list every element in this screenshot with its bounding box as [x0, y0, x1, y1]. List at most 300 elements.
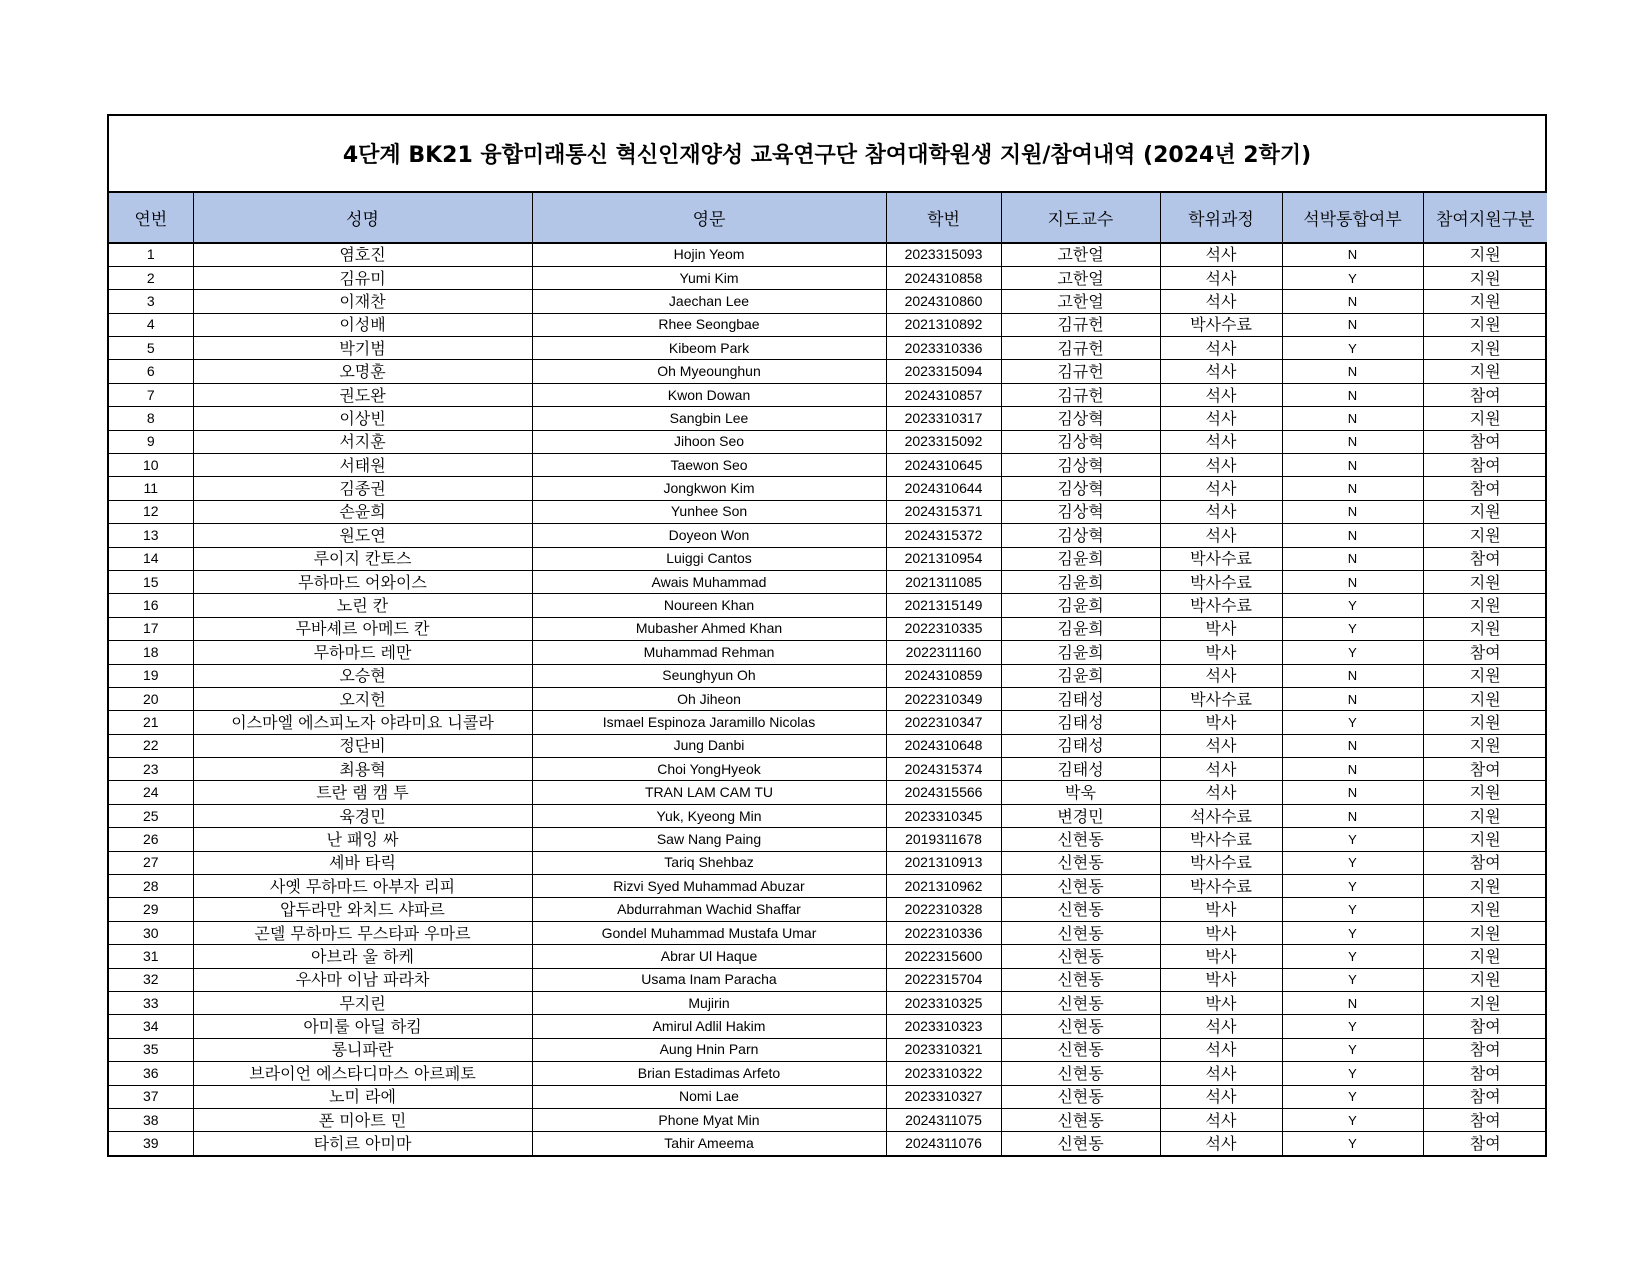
cell-advisor: 김윤희 — [1001, 547, 1160, 570]
cell-degree: 박사 — [1160, 641, 1282, 664]
cell-advisor: 신현동 — [1001, 968, 1160, 991]
cell-advisor: 신현동 — [1001, 1038, 1160, 1061]
cell-student-id: 2022310349 — [886, 687, 1001, 710]
table-row — [109, 1038, 1547, 1061]
cell-integrated: N — [1282, 500, 1423, 523]
cell-no: 18 — [109, 641, 193, 664]
cell-degree: 박사수료 — [1160, 875, 1282, 898]
cell-support-type: 지원 — [1423, 945, 1547, 968]
cell-name: 아미룰 아딜 하킴 — [193, 1015, 532, 1038]
cell-support-type: 지원 — [1423, 500, 1547, 523]
cell-student-id: 2022315600 — [886, 945, 1001, 968]
cell-degree: 박사 — [1160, 617, 1282, 640]
cell-name: 최용혁 — [193, 758, 532, 781]
cell-support-type: 지원 — [1423, 921, 1547, 944]
header-cell-name: 성명 — [193, 193, 532, 243]
cell-support-type: 지원 — [1423, 711, 1547, 734]
cell-no: 16 — [109, 594, 193, 617]
cell-advisor: 고한얼 — [1001, 290, 1160, 313]
cell-student-id: 2023310327 — [886, 1085, 1001, 1108]
cell-student-id: 2023310321 — [886, 1038, 1001, 1061]
cell-student-id: 2022311160 — [886, 641, 1001, 664]
sheet-title: 4단계 BK21 융합미래통신 혁신인재양성 교육연구단 참여대학원생 지원/참여내역 (2024년 2학기) — [109, 116, 1545, 193]
table-row — [109, 337, 1547, 360]
cell-support-type: 지원 — [1423, 781, 1547, 804]
table-row — [109, 243, 1547, 266]
cell-student-id: 2024310857 — [886, 383, 1001, 406]
cell-support-type: 지원 — [1423, 968, 1547, 991]
cell-english-name: Abrar Ul Haque — [532, 945, 886, 968]
cell-degree: 석사 — [1160, 360, 1282, 383]
cell-english-name: TRAN LAM CAM TU — [532, 781, 886, 804]
table-row — [109, 1015, 1547, 1038]
cell-student-id: 2024310645 — [886, 454, 1001, 477]
cell-student-id: 2022310347 — [886, 711, 1001, 734]
cell-student-id: 2023310317 — [886, 407, 1001, 430]
cell-degree: 석사 — [1160, 664, 1282, 687]
cell-degree: 박사수료 — [1160, 687, 1282, 710]
cell-no: 2 — [109, 266, 193, 289]
cell-integrated: N — [1282, 687, 1423, 710]
cell-student-id: 2021311085 — [886, 570, 1001, 593]
cell-degree: 박사 — [1160, 968, 1282, 991]
cell-student-id: 2021310892 — [886, 313, 1001, 336]
cell-support-type: 지원 — [1423, 734, 1547, 757]
cell-support-type: 지원 — [1423, 664, 1547, 687]
cell-advisor: 신현동 — [1001, 875, 1160, 898]
cell-no: 27 — [109, 851, 193, 874]
cell-no: 12 — [109, 500, 193, 523]
cell-support-type: 참여 — [1423, 430, 1547, 453]
cell-support-type: 참여 — [1423, 1132, 1547, 1155]
cell-integrated: N — [1282, 570, 1423, 593]
cell-english-name: Saw Nang Paing — [532, 828, 886, 851]
cell-name: 트란 램 캠 투 — [193, 781, 532, 804]
cell-english-name: Sangbin Lee — [532, 407, 886, 430]
cell-advisor: 김상혁 — [1001, 477, 1160, 500]
cell-name: 이재찬 — [193, 290, 532, 313]
cell-degree: 석사 — [1160, 430, 1282, 453]
table-row — [109, 570, 1547, 593]
cell-english-name: Yuk, Kyeong Min — [532, 804, 886, 827]
header-cell-no: 연번 — [109, 193, 193, 243]
cell-advisor: 신현동 — [1001, 992, 1160, 1015]
cell-english-name: Yunhee Son — [532, 500, 886, 523]
cell-no: 6 — [109, 360, 193, 383]
cell-integrated: Y — [1282, 594, 1423, 617]
cell-support-type: 지원 — [1423, 804, 1547, 827]
cell-advisor: 김상혁 — [1001, 407, 1160, 430]
cell-no: 3 — [109, 290, 193, 313]
table-row — [109, 430, 1547, 453]
cell-support-type: 참여 — [1423, 477, 1547, 500]
cell-advisor: 고한얼 — [1001, 243, 1160, 266]
table-row — [109, 898, 1547, 921]
cell-advisor: 박욱 — [1001, 781, 1160, 804]
cell-integrated: Y — [1282, 1108, 1423, 1131]
students-table — [109, 193, 1547, 1155]
cell-english-name: Tahir Ameema — [532, 1132, 886, 1155]
cell-integrated: N — [1282, 524, 1423, 547]
table-row — [109, 524, 1547, 547]
table-row — [109, 851, 1547, 874]
cell-degree: 석사 — [1160, 758, 1282, 781]
cell-integrated: N — [1282, 360, 1423, 383]
cell-student-id: 2024311075 — [886, 1108, 1001, 1131]
cell-no: 36 — [109, 1062, 193, 1085]
cell-english-name: Gondel Muhammad Mustafa Umar — [532, 921, 886, 944]
cell-student-id: 2023310322 — [886, 1062, 1001, 1085]
cell-name: 오지헌 — [193, 687, 532, 710]
cell-student-id: 2024310858 — [886, 266, 1001, 289]
cell-english-name: Oh Myeounghun — [532, 360, 886, 383]
cell-no: 10 — [109, 454, 193, 477]
cell-integrated: Y — [1282, 1085, 1423, 1108]
cell-advisor: 신현동 — [1001, 851, 1160, 874]
table-row — [109, 1085, 1547, 1108]
cell-integrated: N — [1282, 454, 1423, 477]
cell-name: 이스마엘 에스피노자 야라미요 니콜라 — [193, 711, 532, 734]
cell-support-type: 참여 — [1423, 1038, 1547, 1061]
cell-degree: 석사 — [1160, 781, 1282, 804]
cell-advisor: 신현동 — [1001, 1132, 1160, 1155]
cell-english-name: Phone Myat Min — [532, 1108, 886, 1131]
cell-support-type: 참여 — [1423, 547, 1547, 570]
cell-english-name: Mubasher Ahmed Khan — [532, 617, 886, 640]
cell-advisor: 김태성 — [1001, 687, 1160, 710]
cell-advisor: 김상혁 — [1001, 430, 1160, 453]
cell-english-name: Yumi Kim — [532, 266, 886, 289]
cell-name: 곤델 무하마드 무스타파 우마르 — [193, 921, 532, 944]
cell-integrated: Y — [1282, 898, 1423, 921]
cell-name: 무지린 — [193, 992, 532, 1015]
cell-name: 브라이언 에스타디마스 아르페토 — [193, 1062, 532, 1085]
cell-degree: 박사수료 — [1160, 570, 1282, 593]
cell-name: 염호진 — [193, 243, 532, 266]
cell-student-id: 2023310345 — [886, 804, 1001, 827]
table-row — [109, 500, 1547, 523]
cell-integrated: Y — [1282, 1038, 1423, 1061]
cell-advisor: 김태성 — [1001, 711, 1160, 734]
cell-name: 김종권 — [193, 477, 532, 500]
cell-name: 육경민 — [193, 804, 532, 827]
cell-no: 1 — [109, 243, 193, 266]
cell-name: 무하마드 어와이스 — [193, 570, 532, 593]
table-row — [109, 266, 1547, 289]
cell-advisor: 김상혁 — [1001, 500, 1160, 523]
cell-support-type: 참여 — [1423, 1062, 1547, 1085]
cell-english-name: Jongkwon Kim — [532, 477, 886, 500]
cell-student-id: 2021310913 — [886, 851, 1001, 874]
cell-degree: 석사 — [1160, 1132, 1282, 1155]
cell-integrated: N — [1282, 383, 1423, 406]
table-row — [109, 454, 1547, 477]
cell-degree: 박사수료 — [1160, 828, 1282, 851]
cell-support-type: 지원 — [1423, 594, 1547, 617]
cell-advisor: 신현동 — [1001, 1015, 1160, 1038]
cell-support-type: 지원 — [1423, 337, 1547, 360]
cell-advisor: 김규헌 — [1001, 360, 1160, 383]
cell-advisor: 고한얼 — [1001, 266, 1160, 289]
cell-name: 우사마 이남 파라차 — [193, 968, 532, 991]
cell-name: 이상빈 — [193, 407, 532, 430]
cell-support-type: 지원 — [1423, 360, 1547, 383]
cell-english-name: Rizvi Syed Muhammad Abuzar — [532, 875, 886, 898]
cell-no: 21 — [109, 711, 193, 734]
cell-support-type: 지원 — [1423, 875, 1547, 898]
cell-no: 32 — [109, 968, 193, 991]
cell-advisor: 신현동 — [1001, 1085, 1160, 1108]
table-row — [109, 921, 1547, 944]
cell-no: 25 — [109, 804, 193, 827]
table-row — [109, 687, 1547, 710]
table-row — [109, 758, 1547, 781]
cell-degree: 박사 — [1160, 992, 1282, 1015]
table-row — [109, 875, 1547, 898]
cell-student-id: 2024315372 — [886, 524, 1001, 547]
cell-student-id: 2022310335 — [886, 617, 1001, 640]
cell-no: 30 — [109, 921, 193, 944]
cell-english-name: Jihoon Seo — [532, 430, 886, 453]
table-row — [109, 945, 1547, 968]
cell-no: 7 — [109, 383, 193, 406]
table-row — [109, 781, 1547, 804]
cell-no: 11 — [109, 477, 193, 500]
cell-support-type: 지원 — [1423, 828, 1547, 851]
cell-no: 37 — [109, 1085, 193, 1108]
table-row — [109, 1062, 1547, 1085]
cell-integrated: N — [1282, 804, 1423, 827]
table-row — [109, 617, 1547, 640]
cell-student-id: 2021315149 — [886, 594, 1001, 617]
cell-english-name: Oh Jiheon — [532, 687, 886, 710]
table-row — [109, 477, 1547, 500]
cell-student-id: 2023310336 — [886, 337, 1001, 360]
table-row — [109, 360, 1547, 383]
cell-english-name: Muhammad Rehman — [532, 641, 886, 664]
cell-name: 사옛 무하마드 아부자 리피 — [193, 875, 532, 898]
cell-english-name: Abdurrahman Wachid Shaffar — [532, 898, 886, 921]
cell-no: 8 — [109, 407, 193, 430]
cell-english-name: Seunghyun Oh — [532, 664, 886, 687]
cell-advisor: 김상혁 — [1001, 524, 1160, 547]
cell-english-name: Jung Danbi — [532, 734, 886, 757]
cell-advisor: 신현동 — [1001, 828, 1160, 851]
cell-student-id: 2022310328 — [886, 898, 1001, 921]
cell-integrated: Y — [1282, 945, 1423, 968]
cell-integrated: N — [1282, 547, 1423, 570]
cell-student-id: 2024310860 — [886, 290, 1001, 313]
cell-integrated: Y — [1282, 711, 1423, 734]
cell-name: 노린 칸 — [193, 594, 532, 617]
cell-student-id: 2024315374 — [886, 758, 1001, 781]
cell-advisor: 김태성 — [1001, 734, 1160, 757]
cell-name: 타히르 아미마 — [193, 1132, 532, 1155]
cell-student-id: 2023310325 — [886, 992, 1001, 1015]
cell-advisor: 신현동 — [1001, 945, 1160, 968]
cell-no: 31 — [109, 945, 193, 968]
cell-degree: 석사 — [1160, 290, 1282, 313]
cell-name: 아브라 울 하케 — [193, 945, 532, 968]
cell-advisor: 신현동 — [1001, 1108, 1160, 1131]
cell-english-name: Awais Muhammad — [532, 570, 886, 593]
cell-english-name: Amirul Adlil Hakim — [532, 1015, 886, 1038]
cell-student-id: 2024315566 — [886, 781, 1001, 804]
cell-no: 13 — [109, 524, 193, 547]
cell-student-id: 2024310648 — [886, 734, 1001, 757]
cell-support-type: 지원 — [1423, 407, 1547, 430]
cell-advisor: 김규헌 — [1001, 383, 1160, 406]
cell-no: 22 — [109, 734, 193, 757]
cell-student-id: 2021310954 — [886, 547, 1001, 570]
cell-degree: 석사 — [1160, 477, 1282, 500]
table-row — [109, 804, 1547, 827]
cell-name: 김유미 — [193, 266, 532, 289]
cell-integrated: Y — [1282, 1132, 1423, 1155]
cell-degree: 석사 — [1160, 337, 1282, 360]
header-row — [109, 193, 1547, 243]
cell-name: 서태원 — [193, 454, 532, 477]
cell-integrated: N — [1282, 664, 1423, 687]
cell-degree: 박사 — [1160, 921, 1282, 944]
cell-name: 정단비 — [193, 734, 532, 757]
table-row — [109, 1132, 1547, 1155]
cell-english-name: Mujirin — [532, 992, 886, 1015]
cell-advisor: 김윤희 — [1001, 641, 1160, 664]
cell-advisor: 김윤희 — [1001, 570, 1160, 593]
table-row — [109, 313, 1547, 336]
cell-student-id: 2024311076 — [886, 1132, 1001, 1155]
cell-support-type: 참여 — [1423, 1085, 1547, 1108]
cell-name: 압두라만 와치드 샤파르 — [193, 898, 532, 921]
table-row — [109, 968, 1547, 991]
cell-student-id: 2024310859 — [886, 664, 1001, 687]
cell-advisor: 김규헌 — [1001, 313, 1160, 336]
cell-name: 오명훈 — [193, 360, 532, 383]
header-cell-integrated: 석박통합여부 — [1282, 193, 1423, 243]
cell-advisor: 김규헌 — [1001, 337, 1160, 360]
table-row — [109, 290, 1547, 313]
cell-support-type: 지원 — [1423, 617, 1547, 640]
cell-integrated: Y — [1282, 266, 1423, 289]
table-row — [109, 664, 1547, 687]
cell-no: 34 — [109, 1015, 193, 1038]
cell-integrated: N — [1282, 243, 1423, 266]
cell-name: 박기범 — [193, 337, 532, 360]
cell-degree: 석사 — [1160, 524, 1282, 547]
cell-integrated: N — [1282, 781, 1423, 804]
header-cell-support-type: 참여지원구분 — [1423, 193, 1547, 243]
cell-degree: 석사 — [1160, 407, 1282, 430]
cell-degree: 석사 — [1160, 1038, 1282, 1061]
cell-support-type: 지원 — [1423, 266, 1547, 289]
cell-no: 14 — [109, 547, 193, 570]
cell-integrated: N — [1282, 430, 1423, 453]
cell-integrated: N — [1282, 992, 1423, 1015]
cell-support-type: 참여 — [1423, 383, 1547, 406]
cell-english-name: Rhee Seongbae — [532, 313, 886, 336]
cell-student-id: 2023315093 — [886, 243, 1001, 266]
cell-integrated: N — [1282, 734, 1423, 757]
cell-name: 서지훈 — [193, 430, 532, 453]
cell-english-name: Brian Estadimas Arfeto — [532, 1062, 886, 1085]
cell-no: 17 — [109, 617, 193, 640]
cell-no: 24 — [109, 781, 193, 804]
cell-student-id: 2023315094 — [886, 360, 1001, 383]
table-row — [109, 734, 1547, 757]
cell-support-type: 참여 — [1423, 758, 1547, 781]
cell-name: 롱니파란 — [193, 1038, 532, 1061]
cell-english-name: Ismael Espinoza Jaramillo Nicolas — [532, 711, 886, 734]
cell-no: 29 — [109, 898, 193, 921]
table-row — [109, 711, 1547, 734]
cell-no: 20 — [109, 687, 193, 710]
cell-no: 39 — [109, 1132, 193, 1155]
cell-advisor: 김윤희 — [1001, 594, 1160, 617]
cell-integrated: Y — [1282, 921, 1423, 944]
cell-integrated: Y — [1282, 337, 1423, 360]
cell-degree: 박사 — [1160, 898, 1282, 921]
cell-advisor: 신현동 — [1001, 898, 1160, 921]
table-row — [109, 547, 1547, 570]
cell-support-type: 지원 — [1423, 524, 1547, 547]
cell-integrated: Y — [1282, 875, 1423, 898]
table-row — [109, 383, 1547, 406]
cell-advisor: 김윤희 — [1001, 617, 1160, 640]
cell-integrated: N — [1282, 290, 1423, 313]
spreadsheet — [107, 114, 1547, 1157]
cell-degree: 석사 — [1160, 1062, 1282, 1085]
cell-name: 권도완 — [193, 383, 532, 406]
cell-student-id: 2021310962 — [886, 875, 1001, 898]
cell-degree: 석사 — [1160, 500, 1282, 523]
cell-english-name: Usama Inam Paracha — [532, 968, 886, 991]
cell-no: 15 — [109, 570, 193, 593]
cell-student-id: 2024315371 — [886, 500, 1001, 523]
cell-degree: 박사 — [1160, 711, 1282, 734]
cell-support-type: 참여 — [1423, 851, 1547, 874]
table-row — [109, 1108, 1547, 1131]
table-row — [109, 407, 1547, 430]
cell-integrated: N — [1282, 758, 1423, 781]
cell-degree: 박사수료 — [1160, 547, 1282, 570]
cell-integrated: Y — [1282, 968, 1423, 991]
table-row — [109, 992, 1547, 1015]
cell-degree: 석사 — [1160, 243, 1282, 266]
cell-english-name: Noureen Khan — [532, 594, 886, 617]
cell-support-type: 지원 — [1423, 243, 1547, 266]
header-cell-english-name: 영문 — [532, 193, 886, 243]
cell-english-name: Kibeom Park — [532, 337, 886, 360]
cell-advisor: 김태성 — [1001, 758, 1160, 781]
cell-name: 이성배 — [193, 313, 532, 336]
cell-degree: 석사 — [1160, 1108, 1282, 1131]
cell-student-id: 2019311678 — [886, 828, 1001, 851]
cell-degree: 석사수료 — [1160, 804, 1282, 827]
cell-integrated: Y — [1282, 1015, 1423, 1038]
cell-integrated: Y — [1282, 617, 1423, 640]
cell-degree: 박사수료 — [1160, 313, 1282, 336]
cell-name: 무바셰르 아메드 칸 — [193, 617, 532, 640]
cell-name: 루이지 칸토스 — [193, 547, 532, 570]
cell-advisor: 변경민 — [1001, 804, 1160, 827]
cell-student-id: 2022315704 — [886, 968, 1001, 991]
cell-degree: 석사 — [1160, 266, 1282, 289]
cell-name: 셰바 타릭 — [193, 851, 532, 874]
cell-name: 난 패잉 싸 — [193, 828, 532, 851]
header-cell-advisor: 지도교수 — [1001, 193, 1160, 243]
cell-support-type: 지원 — [1423, 570, 1547, 593]
